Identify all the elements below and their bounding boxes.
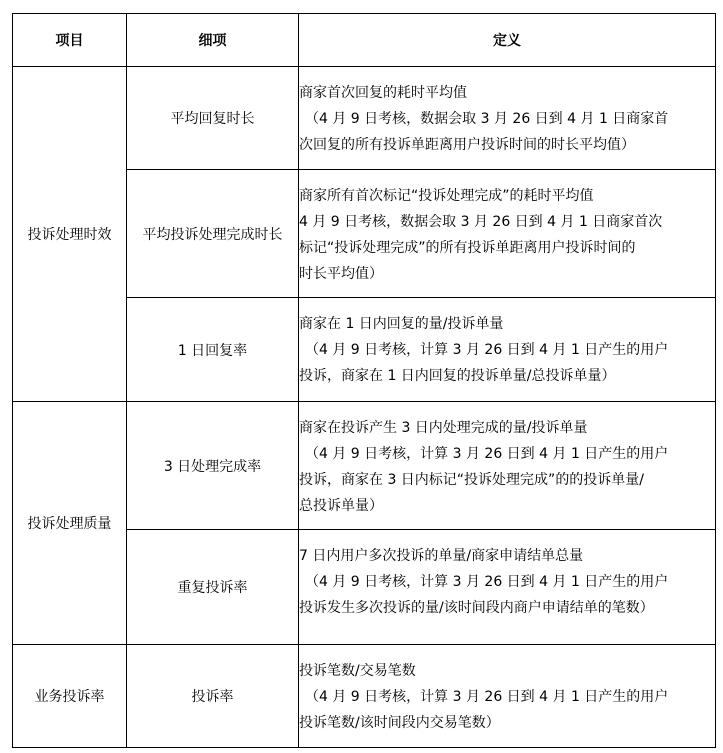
definition-line: 投诉笔数/该时间段内交易笔数） <box>299 715 500 731</box>
definition-table <box>12 13 716 748</box>
definition-line: （4 月 9 日考核，数据会取 3 月 26 日到 4 月 1 日商家首 <box>305 111 669 127</box>
category-cell: 业务投诉率 <box>13 645 127 748</box>
header-definition: 定义 <box>299 14 716 67</box>
definition-line: 商家在 1 日内回复的量/投诉单量 <box>299 316 504 332</box>
definition-cell <box>299 170 716 298</box>
subitem-cell: 投诉率 <box>127 645 299 748</box>
subitem-cell: 3 日处理完成率 <box>127 402 299 530</box>
definition-line: 投诉笔数/交易笔数 <box>299 663 416 679</box>
definition-line: 时长平均值） <box>299 266 383 282</box>
definition-cell <box>299 645 716 748</box>
definition-line: 4 月 9 日考核，数据会取 3 月 26 日到 4 月 1 日商家首次 <box>299 214 663 230</box>
definition-line: （4 月 9 日考核，计算 3 月 26 日到 4 月 1 日产生的用户 <box>305 446 669 462</box>
definition-cell <box>299 67 716 170</box>
subitem-cell: 平均回复时长 <box>127 67 299 170</box>
definition-line: 7 日内用户多次投诉的单量/商家申请结单总量 <box>299 548 584 564</box>
definition-line: 商家在投诉产生 3 日内处理完成的量/投诉单量 <box>299 420 588 436</box>
definition-line: 投诉发生多次投诉的量/该时间段内商户申请结单的笔数） <box>299 600 654 616</box>
definition-line: 次回复的所有投诉单距离用户投诉时间的时长平均值） <box>299 137 635 153</box>
subitem-cell: 平均投诉处理完成时长 <box>127 170 299 298</box>
header-project: 项目 <box>13 14 127 67</box>
definition-cell <box>299 530 716 645</box>
definition-line: （4 月 9 日考核，计算 3 月 26 日到 4 月 1 日产生的用户 <box>305 574 669 590</box>
definition-cell <box>299 298 716 402</box>
table-row <box>13 67 716 170</box>
definition-line: （4 月 9 日考核，计算 3 月 26 日到 4 月 1 日产生的用户 <box>305 342 669 358</box>
subitem-cell: 1 日回复率 <box>127 298 299 402</box>
definition-line: （4 月 9 日考核，计算 3 月 26 日到 4 月 1 日产生的用户 <box>305 689 669 705</box>
definition-line: 商家首次回复的耗时平均值 <box>299 85 467 101</box>
definition-line: 标记“投诉处理完成”的所有投诉单距离用户投诉时间的 <box>299 240 636 256</box>
definition-cell <box>299 402 716 530</box>
definition-line: 投诉，商家在 1 日内回复的投诉单量/总投诉单量） <box>299 368 616 384</box>
table-row <box>13 645 716 748</box>
definition-line: 投诉，商家在 3 日内标记“投诉处理完成”的的投诉单量/ <box>299 472 645 488</box>
category-cell: 投诉处理质量 <box>13 402 127 645</box>
subitem-cell: 重复投诉率 <box>127 530 299 645</box>
header-row <box>13 14 716 67</box>
table-row <box>13 402 716 530</box>
header-subitem: 细项 <box>127 14 299 67</box>
category-cell: 投诉处理时效 <box>13 67 127 402</box>
definition-line: 总投诉单量） <box>299 498 383 514</box>
definition-line: 商家所有首次标记“投诉处理完成”的耗时平均值 <box>299 188 594 204</box>
